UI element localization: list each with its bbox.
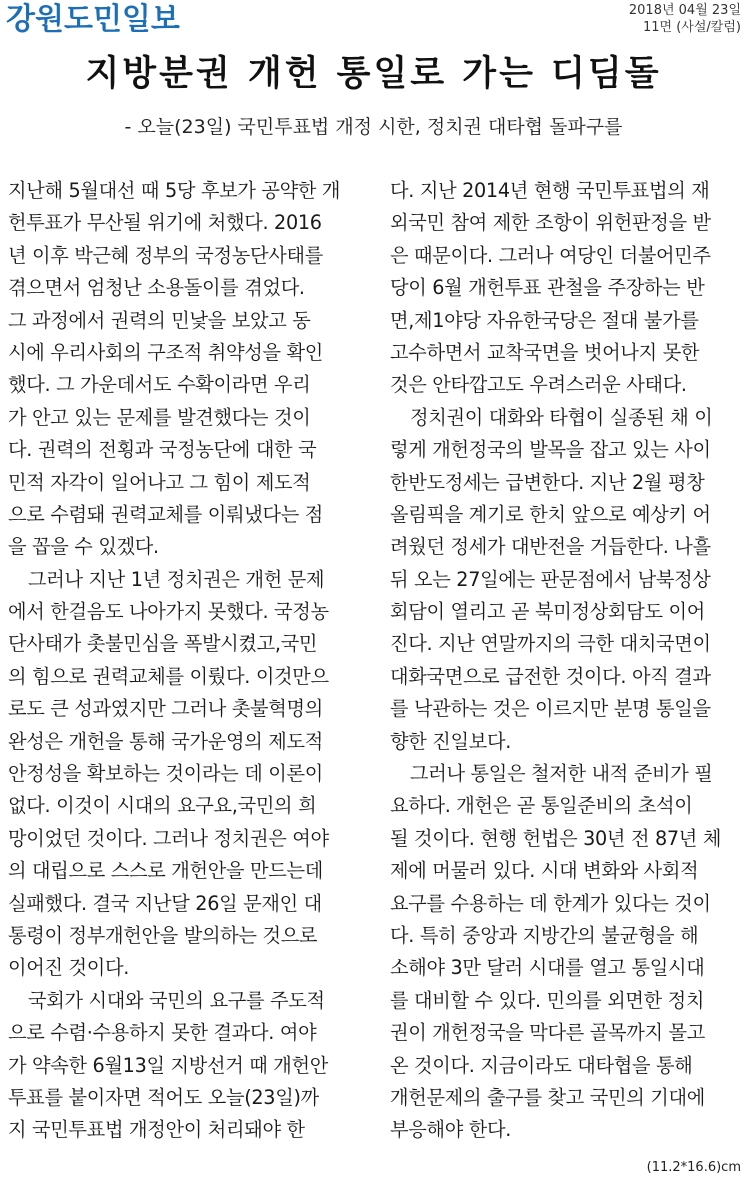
article-line: 될 것이다. 현행 헌법은 30년 전 87년 체 <box>390 826 722 850</box>
article-line: 부응해야 한다. <box>390 1118 512 1142</box>
article-line: 을 꼽을 수 있겠다. <box>8 535 159 559</box>
article-line: 이어진 것이다. <box>8 956 130 980</box>
article-line: 다. 지난 2014년 현행 국민투표법의 재 <box>390 179 710 202</box>
article-line: 다. 권력의 전횡과 국정농단에 대한 국 <box>8 438 317 462</box>
article-line: 가 약속한 6월13일 지방선거 때 개헌안 <box>8 1053 329 1077</box>
article-line: 향한 진일보다. <box>390 729 512 753</box>
article-line: 통령이 정부개헌안을 발의하는 것으로 <box>8 923 318 947</box>
issue-info <box>629 2 741 36</box>
article-line: 대화국면으로 급전한 것이다. 아직 결과 <box>390 664 711 688</box>
newspaper-logo: 강원도민일보 <box>6 2 180 37</box>
article-line: 국회가 시대와 국민의 요구를 주도적 <box>28 988 325 1012</box>
article-line: 단사태가 촛불민심을 폭발시켰고,국민 <box>8 632 318 656</box>
article-line: 투표를 붙이자면 적어도 오늘(23일)까 <box>8 1085 319 1109</box>
article-line: 다. 특히 중앙과 지방간의 불균형을 해 <box>390 923 699 947</box>
article-line: 요구를 수용하는 데 한계가 있다는 것이 <box>390 891 711 915</box>
article-line: 한반도정세는 급변한다. 지난 2월 평창 <box>390 470 705 494</box>
article-line: 실패했다. 결국 지난달 26일 문재인 대 <box>8 891 322 915</box>
article-line: 정치권이 대화와 타협이 실종된 채 이 <box>410 405 713 429</box>
article-column-left <box>8 175 368 1147</box>
issue-date: 2018년 04월 23일 <box>628 3 741 18</box>
article-column-right <box>390 175 747 1147</box>
article-line: 완성은 개헌을 통해 국가운영의 제도적 <box>8 729 323 753</box>
article-subhead: - 오늘(23일) 국민투표법 개정 시한, 정치권 대타협 돌파구를 <box>124 116 623 138</box>
article-line: 것은 안타깝고도 우려스러운 사태다. <box>390 373 687 397</box>
article-line: 그러나 통일은 철저한 내적 준비가 필 <box>410 762 713 786</box>
article-line: 시에 우리사회의 구조적 취약성을 확인 <box>8 340 323 364</box>
article-line: 요하다. 개헌은 곧 통일준비의 초석이 <box>390 794 693 818</box>
article-line: 의 대립으로 스스로 개헌안을 만드는데 <box>8 859 323 883</box>
article-line: 년 이후 박근혜 정부의 국정농단사태를 <box>8 243 323 267</box>
article-line: 를 대비할 수 있다. 민의를 외면한 정치 <box>390 988 705 1012</box>
article-line: 헌투표가 무산될 위기에 처했다. 2016 <box>8 211 322 235</box>
article-line: 개헌문제의 출구를 찾고 국민의 기대에 <box>390 1085 705 1109</box>
article-line: 온 것이다. 지금이라도 대타협을 통해 <box>390 1053 693 1077</box>
article-line: 망이었던 것이다. 그러나 정치권은 여야 <box>8 826 329 850</box>
article-line: 지 국민투표법 개정안이 처리돼야 한 <box>8 1118 305 1142</box>
page-section: 11면 (사설/칼럼) <box>643 20 741 35</box>
article-line: 으로 수렴·수용하지 못한 결과다. 여야 <box>8 1021 317 1045</box>
article-size-note: (11.2*16.6)cm <box>646 1160 741 1175</box>
article-line: 진다. 지난 연말까지의 극한 대치국면이 <box>390 632 711 656</box>
article-line: 외국민 참여 제한 조항이 위헌판정을 받 <box>390 211 711 235</box>
article-line: 고수하면서 교착국면을 벗어나지 못한 <box>390 340 700 364</box>
article-line: 당이 6월 개헌투표 관철을 주장하는 반 <box>390 276 705 300</box>
article-line: 권이 개헌정국을 막다른 골목까지 몰고 <box>390 1021 705 1045</box>
article-line: 를 낙관하는 것은 이르지만 분명 통일을 <box>390 697 711 721</box>
article-line: 올림픽을 계기로 한치 앞으로 예상키 어 <box>390 502 711 526</box>
article-line: 그 과정에서 권력의 민낯을 보았고 동 <box>8 308 311 332</box>
article-headline: 지방분권 개헌 통일로 가는 디딤돌 <box>85 54 662 94</box>
article-line: 에서 한걸음도 나아가지 못했다. 국정농 <box>8 600 329 624</box>
article-line: 으로 수렴돼 권력교체를 이뤄냈다는 점 <box>8 502 323 526</box>
article-line: 소해야 3만 달러 시대를 열고 통일시대 <box>390 956 705 980</box>
article-line: 은 때문이다. 그러나 여당인 더불어민주 <box>390 243 711 267</box>
article-line: 겪으면서 엄청난 소용돌이를 겪었다. <box>8 276 305 300</box>
article-line: 그러나 지난 1년 정치권은 개헌 문제 <box>28 567 325 591</box>
article-line: 로도 큰 성과였지만 그러나 촛불혁명의 <box>8 697 323 721</box>
article-line: 면,제1야당 자유한국당은 절대 불가를 <box>390 308 699 332</box>
article-line: 지난해 5월대선 때 5당 후보가 공약한 개 <box>8 179 341 202</box>
article-line: 했다. 그 가운데서도 수확이라면 우리 <box>8 373 311 397</box>
article-line: 뒤 오는 27일에는 판문점에서 남북정상 <box>390 567 711 591</box>
article-line: 없다. 이것이 시대의 요구요,국민의 희 <box>8 794 317 818</box>
article-line: 회담이 열리고 곧 북미정상회담도 이어 <box>390 600 705 624</box>
article-line: 제에 머물러 있다. 시대 변화와 사회적 <box>390 859 699 883</box>
article-line: 렇게 개헌정국의 발목을 잡고 있는 사이 <box>390 438 711 462</box>
article-line: 안정성을 확보하는 것이라는 데 이론이 <box>8 762 323 786</box>
article-line: 민적 자각이 일어나고 그 힘이 제도적 <box>8 470 311 494</box>
article-line: 의 힘으로 권력교체를 이뤘다. 이것만으 <box>8 664 329 688</box>
article-line: 가 안고 있는 문제를 발견했다는 것이 <box>8 405 311 429</box>
article-line: 려웠던 정세가 대반전을 거듭한다. 나흘 <box>390 535 711 559</box>
